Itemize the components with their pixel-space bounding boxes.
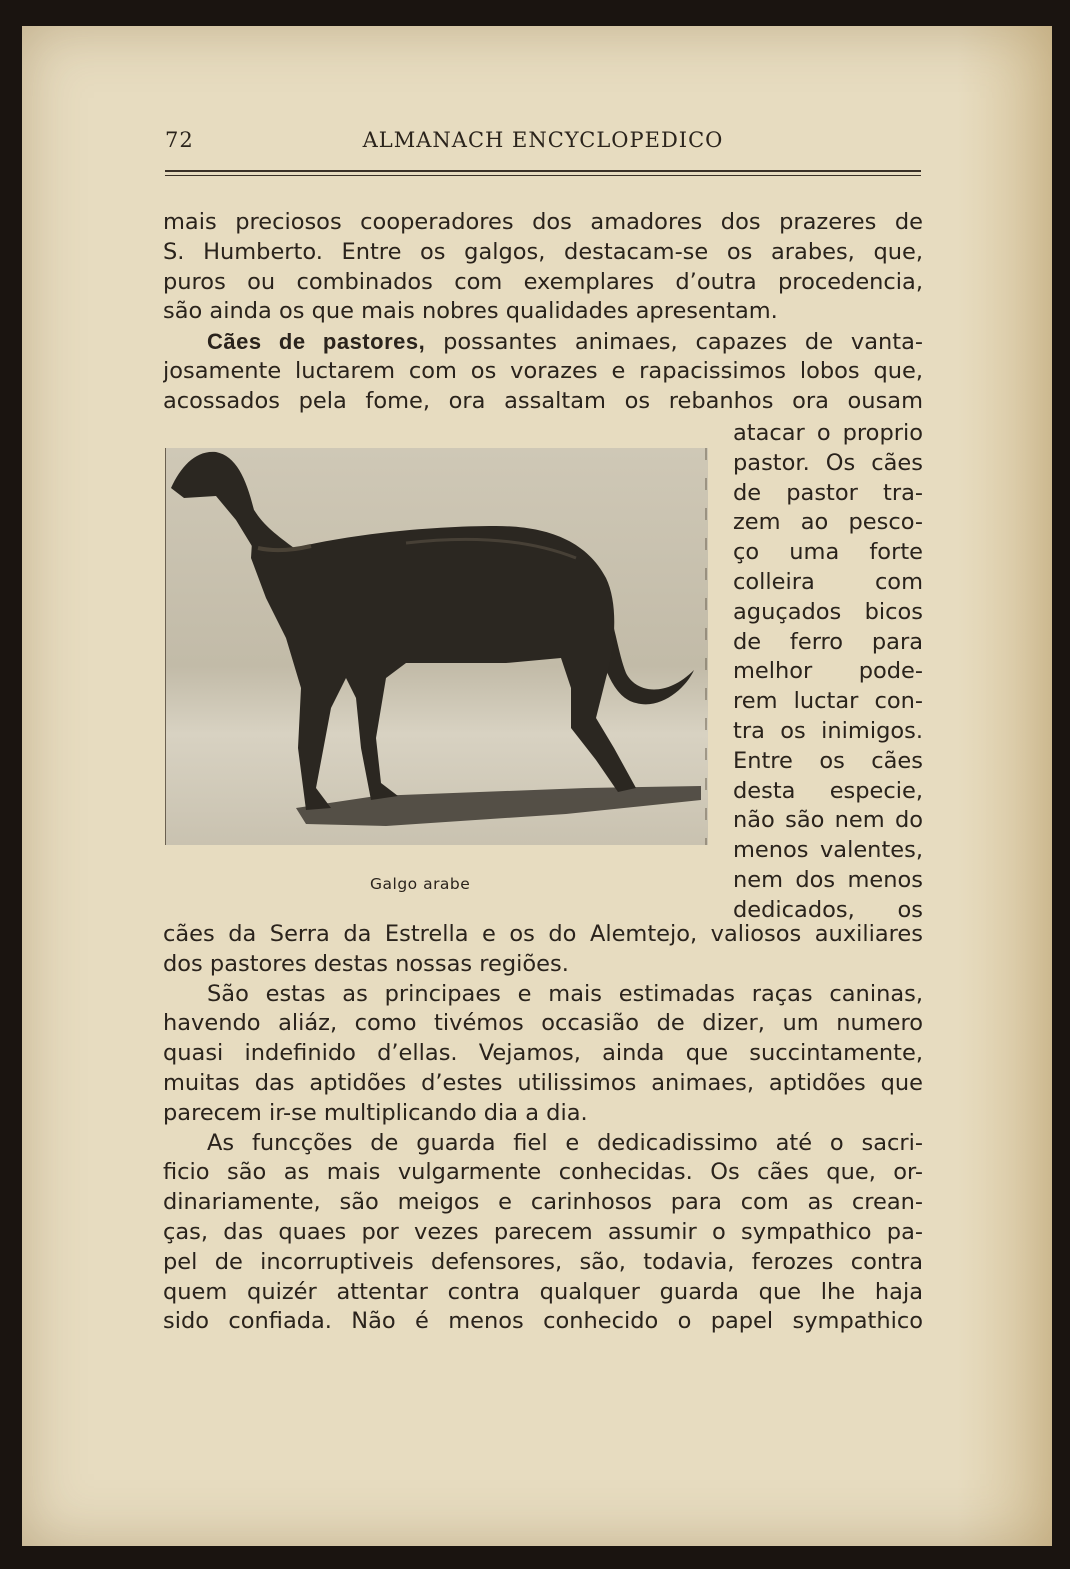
column-line: desta especie, [733,777,923,804]
column-line: atacar o proprio [733,420,923,446]
text-line: cães da Serra da Estrella e os do Alemtejo, valiosos auxiliares [163,921,923,947]
pastores-heading: Cães de pastores, [207,329,426,355]
text-line: ças, das quaes por vezes parecem assumir o sympathico pa- [163,1218,923,1245]
text-line: parecem ir-se multiplicando dia a dia. [163,1099,588,1126]
column-line: não são nem do [733,807,923,834]
column-line: melhor pode- [733,658,923,685]
pastores-first-line [163,327,923,357]
column-line: colleira com [733,568,923,595]
column-line: aguçados bicos [733,598,923,625]
page-header [165,128,921,158]
text-line: mais preciosos cooperadores dos amadores dos prazeres de [163,209,923,235]
text-line: muitas das aptidões d’estes utilissimos animaes, aptidões que [163,1069,923,1096]
column-line: nem dos menos [733,866,923,893]
top-paragraph [163,208,923,417]
greyhound-photo [165,448,708,845]
column-line: Entre os cães [733,747,923,774]
text-line: São estas as principaes e mais estimadas raças caninas, [207,980,923,1007]
text-line: ficio são as mais vulgarmente conhecidas. Os cães que, or- [163,1159,923,1186]
narrow-column [733,419,923,926]
text-line: puros ou combinados com exemplares d’outra procedencia, [163,268,923,295]
header-rule-thick [165,170,921,172]
column-line: tra os inimigos. [733,717,923,744]
column-line: de ferro para [733,628,923,655]
column-line: menos valentes, [733,837,923,864]
running-title: ALMANACH ENCYCLOPEDICO [362,128,724,152]
page-number: 72 [165,128,194,152]
text-line: havendo aliáz, como tivémos occasião de dizer, um numero [163,1010,923,1037]
text-line: dinariamente, são meigos e carinhosos para com as crean- [163,1189,923,1216]
text-line: As funcções de guarda fiel e dedicadissimo até o sacri- [207,1129,923,1156]
pastores-first-rest: possantes animaes, capazes de vanta- [443,329,923,356]
text-line: josamente luctarem com os vorazes e rapacissimos lobos que, [163,357,923,384]
text-line: dos pastores destas nossas regiões. [163,950,569,977]
text-line: sido confiada. Não é menos conhecido o papel sympathico [163,1308,923,1335]
text-line: são ainda os que mais nobres qualidades apresentam. [163,298,778,325]
header-rule-thin [165,175,921,176]
bottom-paragraphs [163,920,923,1337]
column-line: ço uma forte [733,539,923,566]
column-line: dedicados, os [733,896,923,923]
column-line: rem luctar con- [733,688,923,715]
column-line: pastor. Os cães [733,449,923,476]
text-line: pel de incorruptiveis defensores, são, todavia, ferozes contra [163,1248,923,1275]
text-line: quasi indefinido d’ellas. Vejamos, ainda que succintamente, [163,1040,923,1067]
text-line: acossados pela fome, ora assaltam os rebanhos ora ousam [163,387,923,414]
text-line: S. Humberto. Entre os galgos, destacam-se os arabes, que, [163,238,923,265]
figure-caption: Galgo arabe [370,875,471,893]
column-line: de pastor tra- [733,479,923,506]
greyhound-illustration [166,448,708,845]
column-line: zem ao pesco- [733,509,923,536]
text-line: quem quizér attentar contra qualquer guarda que lhe haja [163,1278,923,1305]
